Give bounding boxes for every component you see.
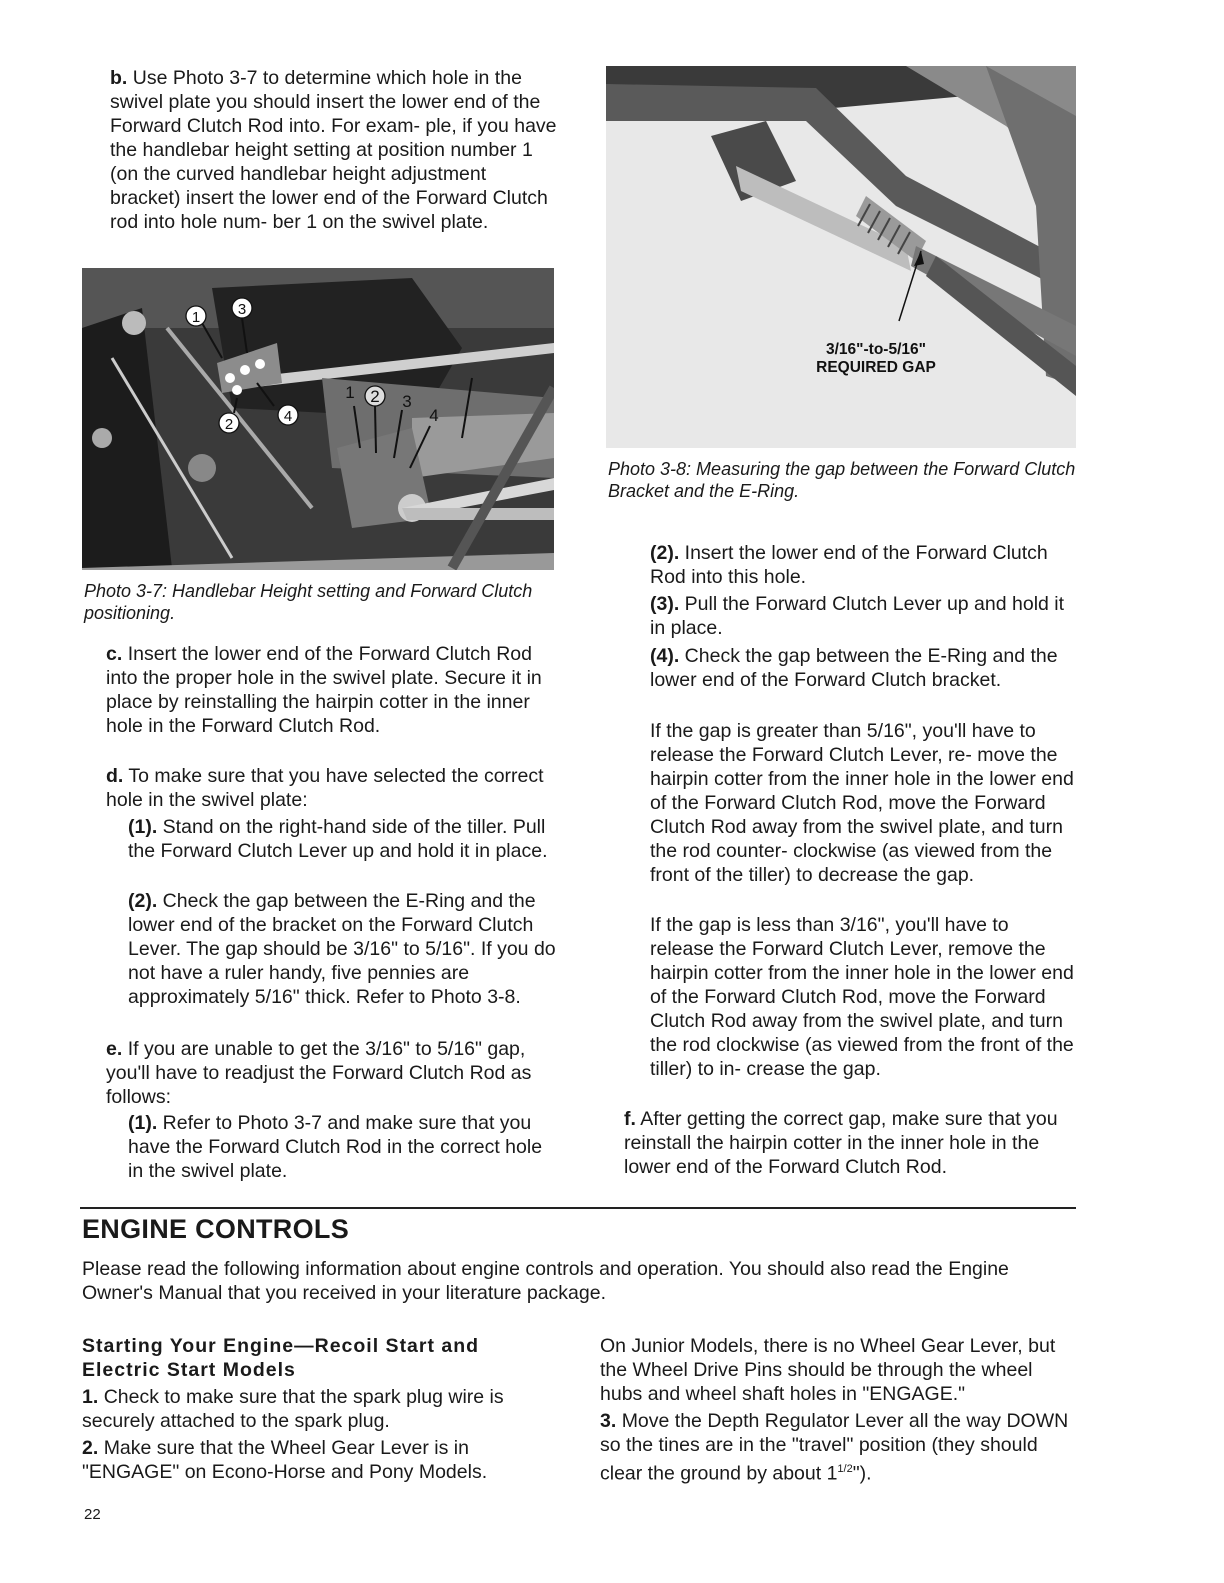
starting-engine-subheading: Starting Your Engine—Recoil Start and Electric Start Models — [82, 1335, 480, 1381]
para-e — [106, 1037, 556, 1109]
step-2-text: Make sure that the Wheel Gear Lever is in "ENGAGE" on Econo-Horse and Pony Models. — [82, 1437, 488, 1483]
para-gap-greater: If the gap is greater than 5/16", you'll have to release the Forward Clutch Lever, re- move the hairpin cotter from the inner hole in the lower end of the Forward Clutch Rod, move the Forward Clutch Rod away from the swivel plate, and turn the rod counter- clockwise (as viewed from the front of the tiller) to decrease the gap. — [650, 720, 1074, 886]
step-3 — [600, 1409, 1076, 1486]
gap-label-line1: 3/16"-to-5/16" — [826, 341, 926, 358]
para-c-text: Insert the lower end of the Forward Clutch Rod into the proper hole in the swivel plate. Secure it in place by reinstalling the hairpin cotter in the inner hole in the Forward Clutch Rod. — [106, 643, 542, 737]
para-b — [110, 66, 558, 234]
gap-label-line2: REQUIRED GAP — [816, 359, 936, 376]
para-e-1 — [128, 1111, 556, 1183]
para-e-3 — [650, 592, 1076, 640]
swivel-label-2: 2 — [370, 387, 380, 406]
section-heading: ENGINE CONTROLS — [82, 1214, 350, 1244]
step-3-suffix: "). — [852, 1462, 872, 1485]
para-d-1 — [128, 815, 556, 863]
para-d-text: To make sure that you have selected the correct hole in the swivel plate: — [106, 765, 544, 811]
para-c — [106, 642, 556, 738]
para-d-2-text: Check the gap between the E-Ring and the lower end of the bracket on the Forward Clutch Lever. The gap should be 3/16" to 5/16". If you do not have a ruler handy, five pennies are approximately 5/16" thick. Refer to Photo 3-8. — [128, 890, 556, 1008]
height-label-3: 3 — [237, 301, 247, 318]
photo-3-8-illustration — [606, 66, 1076, 448]
para-e-marker: e. — [106, 1038, 123, 1060]
para-e-2-marker: (2). — [650, 542, 680, 564]
page-number: 22 — [84, 1506, 101, 1523]
step-2-marker: 2. — [82, 1437, 99, 1459]
step-3-fraction: 1/2 — [837, 1463, 853, 1475]
photo-3-7-caption: Photo 3-7: Handlebar Height setting and Forward Clutch positioning. — [84, 581, 533, 623]
para-e-text: If you are unable to get the 3/16" to 5/16" gap, you'll have to readjust the Forward Clutch Rod as follows: — [106, 1038, 532, 1108]
para-e-2 — [650, 541, 1076, 589]
para-d-1-text: Stand on the right-hand side of the tiller. Pull the Forward Clutch Lever up and hold it in place. — [128, 816, 548, 862]
step-1-text: Check to make sure that the spark plug wire is securely attached to the spark plug. — [82, 1386, 504, 1432]
para-f-marker: f. — [624, 1108, 636, 1130]
para-e-4-marker: (4). — [650, 645, 680, 667]
height-label-2: 2 — [224, 416, 234, 433]
photo-3-7-illustration — [82, 268, 554, 570]
photo-3-8 — [606, 66, 1076, 448]
para-d-2 — [128, 889, 556, 1009]
step-1 — [82, 1385, 554, 1433]
photo-3-7 — [82, 268, 554, 570]
para-b-text: Use Photo 3-7 to determine which hole in the swivel plate you should insert the lower end of the Forward Clutch Rod into. For exam- ple, if you have the handlebar height setting at position number 1 (on the curved handlebar height adjustment bracket) insert the lower end of the Forward Clutch rod into hole num- ber 1 on the swivel plate. — [110, 67, 557, 233]
para-f-text: After getting the correct gap, make sure that you reinstall the hairpin cotter in the inner hole in the lower end of the Forward Clutch Rod. — [624, 1108, 1058, 1178]
step-2 — [82, 1436, 554, 1484]
para-d — [106, 764, 556, 812]
para-gap-less: If the gap is less than 3/16", you'll have to release the Forward Clutch Lever, remove the hairpin cotter from the inner hole in the lower end of the Forward Clutch Rod, move the Forward Clutch Rod away from the swivel plate, and turn the rod clockwise (as viewed from the front of the tiller) to in- crease the gap. — [650, 914, 1074, 1080]
para-d-1-marker: (1). — [128, 816, 158, 838]
para-e-4-text: Check the gap between the E-Ring and the lower end of the Forward Clutch bracket. — [650, 645, 1058, 691]
para-e-3-text: Pull the Forward Clutch Lever up and hold it in place. — [650, 593, 1065, 639]
height-label-1: 1 — [191, 309, 201, 326]
photo-3-8-caption: Photo 3-8: Measuring the gap between the Forward Clutch Bracket and the E-Ring. — [608, 459, 1076, 501]
section-divider — [80, 1207, 1076, 1209]
para-d-marker: d. — [106, 765, 124, 787]
step-3-text: Move the Depth Regulator Lever all the way DOWN so the tines are in the "travel" position (they should clear the ground by about 1 — [600, 1410, 1069, 1485]
step-1-marker: 1. — [82, 1386, 99, 1408]
para-c-marker: c. — [106, 643, 123, 665]
para-e-1-text: Refer to Photo 3-7 and make sure that you have the Forward Clutch Rod in the correct hole in the swivel plate. — [128, 1112, 543, 1182]
para-b-marker: b. — [110, 67, 128, 89]
junior-models-note: On Junior Models, there is no Wheel Gear Lever, but the Wheel Drive Pins should be through the wheel hubs and wheel shaft holes in "ENGAGE." — [600, 1335, 1056, 1405]
height-label-4: 4 — [283, 408, 293, 425]
para-e-2-text: Insert the lower end of the Forward Clutch Rod into this hole. — [650, 542, 1048, 588]
engine-controls-intro: Please read the following information about engine controls and operation. You should also read the Engine Owner's Manual that you received in your literature package. — [82, 1258, 1009, 1304]
para-f — [624, 1107, 1076, 1179]
para-e-1-marker: (1). — [128, 1112, 158, 1134]
swivel-label-4: 4 — [429, 406, 439, 425]
para-d-2-marker: (2). — [128, 890, 158, 912]
swivel-label-3: 3 — [402, 392, 412, 411]
step-3-marker: 3. — [600, 1410, 617, 1432]
para-e-4 — [650, 644, 1076, 692]
swivel-label-1: 1 — [345, 383, 355, 402]
para-e-3-marker: (3). — [650, 593, 680, 615]
